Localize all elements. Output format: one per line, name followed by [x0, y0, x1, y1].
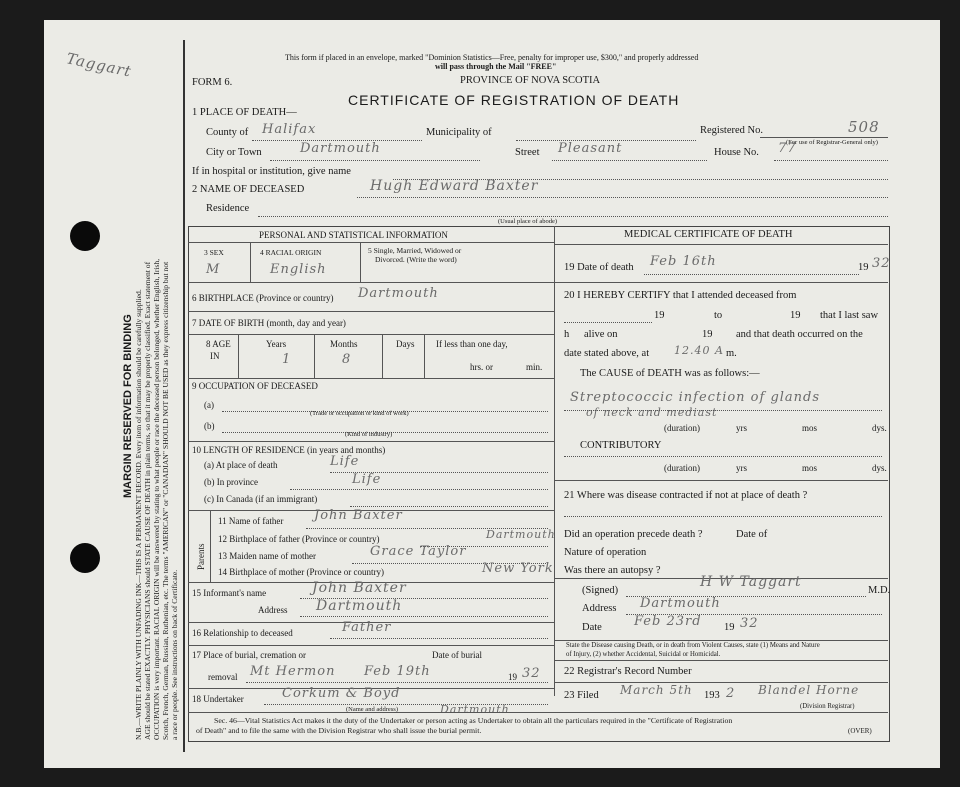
- house-line: [774, 160, 888, 161]
- street-value: Pleasant: [558, 141, 623, 156]
- rule: [360, 242, 361, 282]
- marital-label-1: 5 Single, Married, Widowed or: [368, 246, 462, 255]
- less-than-day-label: If less than one day,: [436, 339, 508, 349]
- autopsy-label: Was there an autopsy ?: [564, 565, 661, 576]
- age-label-1: 8 AGE: [206, 339, 231, 349]
- contrib-dys-label: dys.: [872, 463, 887, 473]
- cause-duration-label: (duration): [664, 423, 700, 433]
- county-label: County of: [206, 127, 249, 138]
- certify-m: m.: [726, 348, 737, 359]
- contracted-label: 21 Where was disease contracted if not at place of death ?: [564, 490, 808, 501]
- city-value: Dartmouth: [300, 141, 381, 156]
- certify-alive-on: alive on: [584, 329, 618, 340]
- city-line: [270, 160, 480, 161]
- province-heading: PROVINCE OF NOVA SCOTIA: [460, 75, 601, 86]
- father-birthplace-value: Dartmouth: [486, 528, 556, 541]
- binding-margin-label: MARGIN RESERVED FOR BINDING: [122, 314, 134, 498]
- registered-line: [760, 137, 888, 138]
- sec46-line-2: of Death" and to file the same with the Division Registrar who shall issue the burial permit.: [196, 726, 482, 735]
- certify-time: 12.40 A: [674, 344, 724, 357]
- undertaker-value: Corkum & Boyd: [282, 686, 401, 701]
- informant-label: 15 Informant's name: [192, 588, 267, 598]
- operation-label: Did an operation precede death ?: [564, 529, 703, 540]
- undertaker-address-label: (Name and address): [346, 706, 398, 713]
- rule: [564, 516, 882, 517]
- rule: [564, 410, 882, 411]
- occupation-label: 9 OCCUPATION OF DECEASED: [192, 381, 318, 391]
- deceased-label: 2 NAME OF DECEASED: [192, 184, 305, 195]
- death-year-prefix: 19: [858, 262, 869, 273]
- registrar-signature: Blandel Horne: [758, 683, 860, 697]
- abode-note: (Usual place of abode): [498, 218, 558, 225]
- residence-label: Residence: [206, 203, 250, 214]
- contributory-label: CONTRIBUTORY: [580, 440, 662, 451]
- punch-hole-top: [70, 221, 100, 251]
- relationship-label: 16 Relationship to deceased: [192, 628, 293, 638]
- rule: [188, 712, 888, 713]
- date-of-label: Date of: [736, 529, 768, 540]
- rule: [210, 510, 211, 582]
- days-label: Days: [396, 339, 415, 349]
- deceased-value: Hugh Edward Baxter: [370, 178, 539, 194]
- nb-line-3: OCCUPATION is very important. RACIAL ORIGIN will be answered by stating to what people or race the deceased person belonged, whether English, Irish,: [152, 258, 161, 740]
- place-of-death-heading: 1 PLACE OF DEATH—: [192, 107, 297, 118]
- contrib-yrs-label: yrs: [736, 463, 747, 473]
- cause-yrs-label: yrs: [736, 423, 747, 433]
- cause-label: The CAUSE of DEATH was as follows:—: [580, 368, 760, 379]
- certify-to: to: [714, 310, 723, 321]
- doctor-date-label: Date: [582, 622, 602, 633]
- sex-value: M: [206, 262, 221, 277]
- signed-value: H W Taggart: [700, 574, 802, 590]
- doctor-address-label: Address: [582, 603, 617, 614]
- rule: [564, 456, 882, 457]
- filed-year-prefix: 193: [704, 690, 720, 701]
- mother-birthplace-value: New York: [482, 561, 554, 576]
- sec46-line-1: Sec. 46—Vital Statistics Act makes it the duty of the Undertaker or person acting as Undertaker to obtain all the particulars required in the "Certificate of Registration: [214, 716, 733, 725]
- racial-label: 4 RACIAL ORIGIN: [260, 248, 322, 257]
- doctor-date-value: Feb 23rd: [634, 614, 702, 629]
- father-birthplace-label: 12 Birthplace of father (Province or country): [218, 534, 380, 544]
- hrs-label: hrs. or: [470, 362, 493, 372]
- rule: [424, 334, 425, 378]
- certify-date-stated: date stated above, at: [564, 348, 650, 359]
- rule: [314, 334, 315, 378]
- burial-year-prefix: 19: [508, 672, 517, 682]
- punch-hole-bottom: [70, 543, 100, 573]
- municipality-label: Municipality of: [426, 127, 492, 138]
- violent-note-1: State the Disease causing Death, or in death from Violent Causes, state (1) Means and Nature: [566, 642, 820, 649]
- birthplace-label: 6 BIRTHPLACE (Province or country): [192, 293, 334, 303]
- division-registrar-label: (Division Registrar): [800, 703, 855, 710]
- deceased-line: [357, 197, 888, 198]
- rule: [330, 638, 548, 639]
- rule: [246, 682, 548, 683]
- margin-border: [183, 40, 185, 752]
- cause-mos-label: mos: [802, 423, 818, 433]
- doctor-year-prefix: 19: [724, 622, 735, 633]
- rule: [644, 274, 859, 275]
- residence-line: [258, 216, 888, 217]
- nature-label: Nature of operation: [564, 547, 647, 558]
- doctor-address-value: Dartmouth: [640, 596, 721, 611]
- nb-line-4: Scotch, French, German, Russian, Ruthenian, etc. The terms "AMERICAN" or "CANADIAN" SHOULD NOT BE USED as they express citizenship but not: [161, 261, 170, 740]
- nb-line-2: AGE should be stated EXACTLY. PHYSICIANS should STATE CAUSE OF DEATH in plain terms, so that it may be properly classified. Exact statement of: [143, 261, 152, 740]
- rule: [188, 242, 554, 243]
- cause-dys-label: dys.: [872, 423, 887, 433]
- burial-label-2: removal: [208, 672, 238, 682]
- res-a-label: (a) At place of death: [204, 460, 278, 470]
- burial-place-value: Mt Hermon: [250, 664, 336, 679]
- certify-19-a: 19: [654, 310, 665, 321]
- undertaker-address-value: Dartmouth: [440, 703, 510, 716]
- rule: [554, 480, 888, 481]
- father-value: John Baxter: [314, 508, 403, 523]
- nb-line-1: N.B.—WRITE PLAINLY WITH UNFADING INK—THIS IS A PERMANENT RECORD. Every item of information should be carefully supplied.: [134, 289, 143, 740]
- res-b-label: (b) In province: [204, 477, 258, 487]
- burial-label-1: 17 Place of burial, cremation or: [192, 650, 306, 660]
- rule: [554, 640, 888, 641]
- occ-a-label: (a): [204, 400, 214, 410]
- street-label: Street: [515, 147, 540, 158]
- parents-label: Parents: [196, 543, 206, 570]
- certify-line-1: 20 I HEREBY CERTIFY that I attended deceased from: [564, 290, 797, 301]
- dob-label: 7 DATE OF BIRTH (month, day and year): [192, 318, 346, 328]
- months-value: 8: [342, 352, 352, 367]
- certificate-title: CERTIFICATE OF REGISTRATION OF DEATH: [348, 92, 680, 108]
- rule: [350, 506, 548, 507]
- rule: [188, 645, 554, 646]
- rule: [564, 322, 652, 323]
- relationship-value: Father: [342, 620, 392, 635]
- rule: [188, 441, 554, 442]
- nb-line-5: a race or people. See instructions on back of Certificate.: [170, 569, 179, 740]
- personal-heading: PERSONAL AND STATISTICAL INFORMATION: [259, 230, 448, 240]
- registrar-general-note: (For use of Registrar-General only): [786, 139, 878, 146]
- medical-heading: MEDICAL CERTIFICATE OF DEATH: [624, 229, 793, 240]
- rule: [554, 282, 888, 283]
- sex-label: 3 SEX: [204, 248, 224, 257]
- mother-value: Grace Taylor: [370, 544, 467, 559]
- cause-value-2: of neck and mediast: [586, 406, 718, 419]
- mother-birthplace-label: 14 Birthplace of mother (Province or country): [218, 567, 384, 577]
- city-label: City or Town: [206, 147, 262, 158]
- registrar-record-label: 22 Registrar's Record Number: [564, 666, 692, 677]
- md-label: M.D.: [868, 585, 891, 596]
- informant-value: John Baxter: [312, 580, 407, 596]
- envelope-note-1: This form if placed in an envelope, marked "Dominion Statistics—Free, penalty for improper use, $300," and properly addressed: [285, 53, 699, 62]
- certify-death-occurred: and that death occurred on the: [736, 329, 863, 340]
- rule: [250, 242, 251, 282]
- county-value: Halifax: [262, 122, 317, 137]
- contrib-duration-label: (duration): [664, 463, 700, 473]
- birthplace-value: Dartmouth: [358, 286, 439, 301]
- certify-last-saw: that I last saw: [820, 310, 879, 321]
- form-number: FORM 6.: [192, 77, 233, 88]
- house-no-label: House No.: [714, 147, 759, 158]
- registered-no-label: Registered No.: [700, 125, 763, 136]
- rule: [238, 334, 239, 378]
- rule: [188, 282, 554, 283]
- occ-b-label: (b): [204, 421, 215, 431]
- certify-h: h: [564, 329, 570, 340]
- informant-address-value: Dartmouth: [316, 598, 403, 614]
- street-line: [552, 160, 707, 161]
- envelope-note-2: will pass through the Mail "FREE": [435, 62, 557, 71]
- filed-label: 23 Filed: [564, 690, 599, 701]
- hospital-label: If in hospital or institution, give name: [192, 166, 351, 177]
- death-date-value: Feb 16th: [650, 254, 717, 269]
- filed-year-value: 2: [726, 686, 736, 701]
- death-year-value: 32: [872, 256, 891, 271]
- contrib-mos-label: mos: [802, 463, 818, 473]
- years-value: 1: [282, 352, 292, 367]
- residence-length-label: 10 LENGTH OF RESIDENCE (in years and months): [192, 445, 386, 455]
- house-no-value: 77: [778, 141, 797, 156]
- min-label: min.: [526, 362, 543, 372]
- mother-label: 13 Maiden name of mother: [218, 551, 316, 561]
- racial-value: English: [270, 262, 327, 277]
- res-a-value: Life: [330, 454, 360, 469]
- rule: [188, 311, 554, 312]
- months-label: Months: [330, 339, 358, 349]
- years-label: Years: [266, 339, 287, 349]
- rule: [188, 378, 554, 379]
- rule: [300, 616, 548, 617]
- rule: [382, 334, 383, 378]
- burial-date-value: Feb 19th: [364, 664, 431, 679]
- res-c-label: (c) In Canada (if an immigrant): [204, 494, 318, 504]
- date-of-burial-label: Date of burial: [432, 650, 482, 660]
- violent-note-2: of Injury, (2) whether Accidental, Suicidal or Homicidal.: [566, 651, 721, 658]
- burial-year-value: 32: [522, 666, 541, 681]
- rule: [554, 244, 888, 245]
- certify-19-b: 19: [790, 310, 801, 321]
- cause-value-1: Streptococcic infection of glands: [570, 390, 821, 405]
- rule: [290, 489, 548, 490]
- informant-address-label: Address: [258, 605, 288, 615]
- res-b-value: Life: [352, 472, 382, 487]
- filed-value: March 5th: [620, 683, 693, 697]
- center-divider: [554, 226, 555, 696]
- rule: [554, 660, 888, 661]
- occ-b-note: (Kind of industry): [345, 431, 393, 438]
- rule: [188, 334, 554, 335]
- undertaker-label: 18 Undertaker: [192, 694, 244, 704]
- death-date-label: 19 Date of death: [564, 262, 634, 273]
- father-label: 11 Name of father: [218, 516, 284, 526]
- registered-no-value: 508: [848, 118, 880, 136]
- certify-19-c: 19: [702, 329, 713, 340]
- doctor-year-value: 32: [740, 616, 759, 631]
- over-label: (OVER): [848, 727, 872, 735]
- occ-a-note: (Trade or occupation or kind of work): [310, 410, 409, 417]
- marital-label-2: Divorced. (Write the word): [375, 255, 457, 264]
- age-label-2: IN: [210, 351, 220, 361]
- corner-handwritten-name: Taggart: [64, 49, 134, 81]
- signed-label: (Signed): [582, 585, 619, 596]
